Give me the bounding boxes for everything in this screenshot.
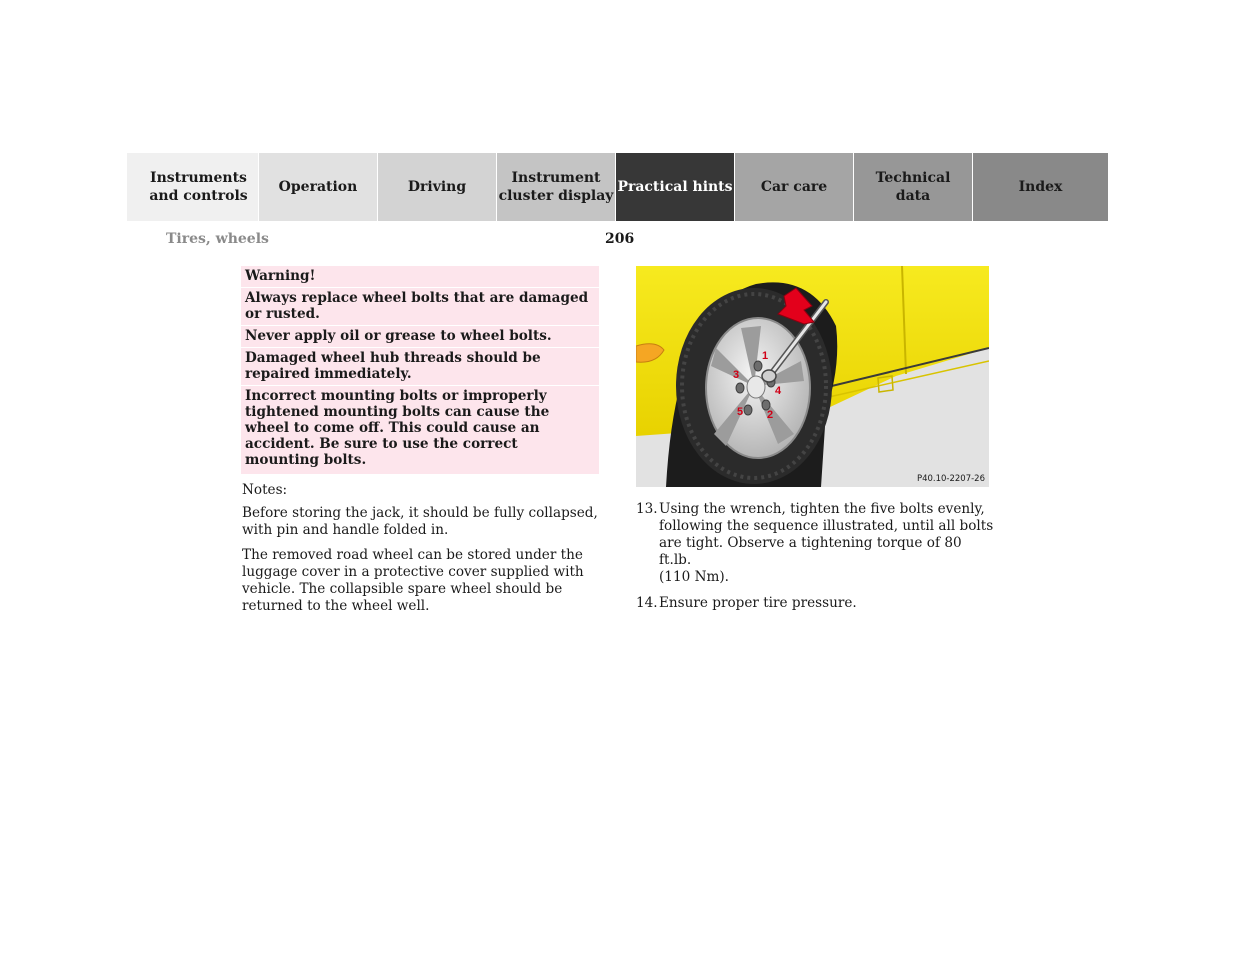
section-title: Tires, wheels [166, 231, 269, 247]
bolt-number: 1 [762, 350, 769, 362]
tab-car-care[interactable] [735, 153, 854, 221]
tab-label: Instrument cluster display [498, 170, 614, 204]
tab-operation[interactable] [259, 153, 378, 221]
tab-practical-hints[interactable] [616, 153, 735, 221]
step-item [636, 501, 996, 586]
notes-label: Notes: [242, 482, 288, 498]
bolt-number: 4 [775, 385, 782, 397]
wheel-illustration-graphic [636, 266, 989, 487]
instruction-steps [636, 501, 996, 621]
bolt-number: 5 [737, 406, 744, 418]
step-number: 14. [636, 595, 658, 611]
step-text: Using the wrench, tighten the five bolts evenly, following the sequence illustrated, until all bolts are tight. Observe a tightening torque of 80 ft.lb. (110 Nm). [659, 501, 994, 585]
wheel-bolt-illustration [636, 266, 989, 487]
tab-driving[interactable] [378, 153, 497, 221]
figure-code: P40.10-2207-26 [916, 474, 985, 484]
warning-item: Never apply oil or grease to wheel bolts. [241, 326, 599, 348]
tab-label: Practical hints [617, 179, 733, 195]
bolt-number: 2 [767, 409, 774, 421]
tab-instrument-cluster-display[interactable] [497, 153, 616, 221]
warning-title: Warning! [241, 266, 599, 288]
wrench-socket [762, 370, 776, 382]
tab-index[interactable] [973, 153, 1108, 221]
tab-technical-data[interactable] [854, 153, 973, 221]
tab-label: Technical data [875, 170, 951, 204]
warning-item: Damaged wheel hub threads should be repaired immediately. [241, 348, 599, 386]
step-number: 13. [636, 501, 658, 517]
tab-label: Driving [407, 179, 467, 195]
page-number: 206 [605, 231, 635, 247]
note-paragraph: Before storing the jack, it should be fully collapsed, with pin and handle folded in. [242, 505, 598, 538]
tab-label: Operation [278, 179, 358, 195]
step-item [636, 595, 996, 612]
warning-box [241, 266, 599, 474]
warning-item: Incorrect mounting bolts or improperly tightened mounting bolts can cause the wheel to come off. This could cause an accident. Be sure to use the correct mounting bolts. [245, 388, 550, 468]
notes-section [242, 482, 602, 623]
chapter-navigation [127, 153, 1108, 221]
warning-item: Always replace wheel bolts that are damaged or rusted. [241, 288, 599, 326]
tab-label: Index [1018, 179, 1063, 195]
bolt-number: 3 [733, 369, 740, 381]
note-paragraph: The removed road wheel can be stored under the luggage cover in a protective cover supplied with vehicle. The collapsible spare wheel should be returned to the wheel well. [242, 547, 584, 614]
tab-label: Instruments and controls [149, 170, 248, 204]
tab-label: Car care [760, 179, 828, 195]
tab-instruments-and-controls[interactable] [127, 153, 259, 221]
step-text: Ensure proper tire pressure. [659, 595, 857, 611]
